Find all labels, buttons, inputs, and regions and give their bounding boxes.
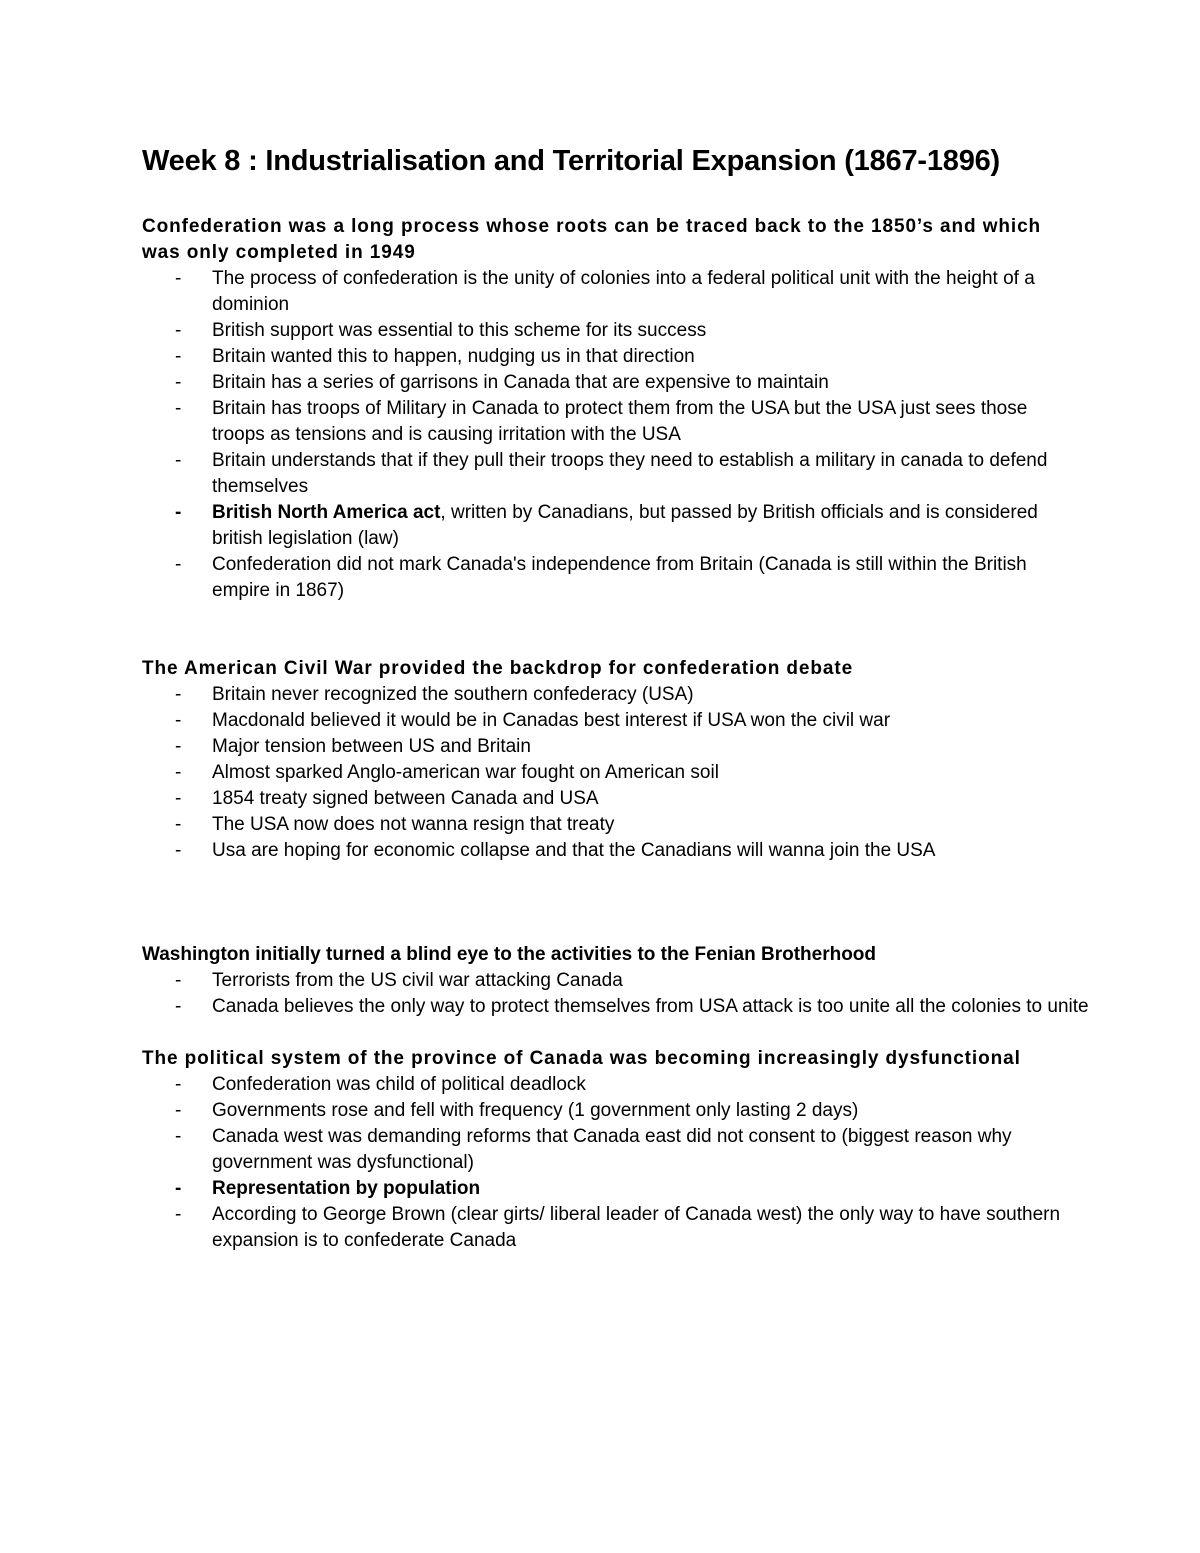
list-item <box>142 344 1060 370</box>
dash-marker: - <box>175 1100 182 1121</box>
list-item-text: 1854 treaty signed between Canada and USA <box>212 788 599 809</box>
dash-marker: - <box>175 1074 182 1095</box>
list-item-text: Major tension between US and Britain <box>212 736 531 757</box>
dash-marker: - <box>175 788 182 809</box>
list-item-text: Canada believes the only way to protect themselves from USA attack is too unite all the colonies to unite <box>212 996 1089 1017</box>
section-heading: The American Civil War provided the backdrop for confederation debate <box>142 658 854 679</box>
list-item <box>142 734 1100 760</box>
list-item-text: The process of confederation is the unity of colonies into a federal political unit with the height of a dominion <box>212 268 1035 315</box>
section-fenian-brotherhood <box>142 942 1100 1020</box>
section-heading: The political system of the province of Canada was becoming increasingly dysfunctional <box>142 1048 1021 1069</box>
list-item <box>142 1124 1100 1176</box>
list-item <box>142 448 1060 500</box>
section-heading: Washington initially turned a blind eye to the activities to the Fenian Brotherhood <box>142 944 877 965</box>
dash-marker: - <box>175 372 182 393</box>
dash-marker: - <box>175 970 182 991</box>
document-title: Week 8 : Industrialisation and Territorial Expansion (1867-1896) <box>142 145 1001 177</box>
list-item <box>142 266 1060 318</box>
dash-marker: - <box>175 320 182 341</box>
list-item <box>142 1202 1100 1254</box>
dash-marker: - <box>175 1204 182 1225</box>
list-item <box>142 500 1060 552</box>
list-item <box>142 370 1060 396</box>
list-item-text: Britain never recognized the southern confederacy (USA) <box>212 684 694 705</box>
list-item <box>142 682 1100 708</box>
list-item-text: According to George Brown (clear girts/ liberal leader of Canada west) the only way to have southern expansion is to confederate Canada <box>212 1204 1061 1251</box>
dash-marker: - <box>175 554 182 575</box>
dash-marker: - <box>175 346 182 367</box>
list-item <box>142 994 1100 1020</box>
dash-marker: - <box>175 502 182 523</box>
list-item-text: , written by Canadians, but passed by British officials and is considered british legislation (law) <box>212 502 1038 549</box>
list-item <box>142 552 1060 604</box>
list-item-text: Macdonald believed it would be in Canadas best interest if USA won the civil war <box>212 710 891 731</box>
dash-marker: - <box>175 684 182 705</box>
dash-marker: - <box>175 996 182 1017</box>
section-confederation-process <box>142 214 1100 604</box>
dash-marker: - <box>175 762 182 783</box>
bold-term: Representation by population <box>212 1178 481 1199</box>
bullet-list <box>142 968 1100 1020</box>
dash-marker: - <box>175 840 182 861</box>
list-item-text: Governments rose and fell with frequency (1 government only lasting 2 days) <box>212 1100 859 1121</box>
list-item <box>142 708 1100 734</box>
list-item-text: Confederation was child of political deadlock <box>212 1074 586 1095</box>
list-item-text: British support was essential to this scheme for its success <box>212 320 707 341</box>
list-item <box>142 760 1100 786</box>
list-item <box>142 786 1100 812</box>
bold-term: British North America act <box>212 502 441 523</box>
list-item <box>142 1176 1100 1202</box>
list-item-text: Confederation did not mark Canada's independence from Britain (Canada is still within the British empire in 1867) <box>212 554 1027 601</box>
dash-marker: - <box>175 1178 182 1199</box>
list-item <box>142 1098 1100 1124</box>
list-item-text: Britain understands that if they pull their troops they need to establish a military in canada to defend themselves <box>212 450 1048 497</box>
section-political-system <box>142 1046 1100 1254</box>
dash-marker: - <box>175 398 182 419</box>
bullet-list <box>142 682 1100 864</box>
bullet-list <box>142 266 1060 604</box>
list-item <box>142 838 1100 864</box>
dash-marker: - <box>175 268 182 289</box>
list-item <box>142 318 1060 344</box>
list-item-text: Usa are hoping for economic collapse and that the Canadians will wanna join the USA <box>212 840 936 861</box>
list-item <box>142 396 1060 448</box>
dash-marker: - <box>175 736 182 757</box>
list-item-text: Terrorists from the US civil war attacking Canada <box>212 970 623 991</box>
list-item-text: Almost sparked Anglo-american war fought on American soil <box>212 762 719 783</box>
list-item-text: The USA now does not wanna resign that treaty <box>212 814 615 835</box>
dash-marker: - <box>175 814 182 835</box>
list-item-text: Britain wanted this to happen, nudging us in that direction <box>212 346 695 367</box>
section-american-civil-war <box>142 656 1100 864</box>
dash-marker: - <box>175 710 182 731</box>
list-item <box>142 1072 1100 1098</box>
section-heading: Confederation was a long process whose roots can be traced back to the 1850’s and which was only completed in 1949 <box>142 216 1042 263</box>
list-item-text: Canada west was demanding reforms that Canada east did not consent to (biggest reason why government was dysfunctional) <box>212 1126 1012 1173</box>
list-item <box>142 812 1100 838</box>
list-item <box>142 968 1100 994</box>
dash-marker: - <box>175 1126 182 1147</box>
list-item-text: Britain has a series of garrisons in Canada that are expensive to maintain <box>212 372 829 393</box>
dash-marker: - <box>175 450 182 471</box>
bullet-list <box>142 1072 1100 1254</box>
list-item-text: Britain has troops of Military in Canada to protect them from the USA but the USA just sees those troops as tensions and is causing irritation with the USA <box>212 398 1028 445</box>
